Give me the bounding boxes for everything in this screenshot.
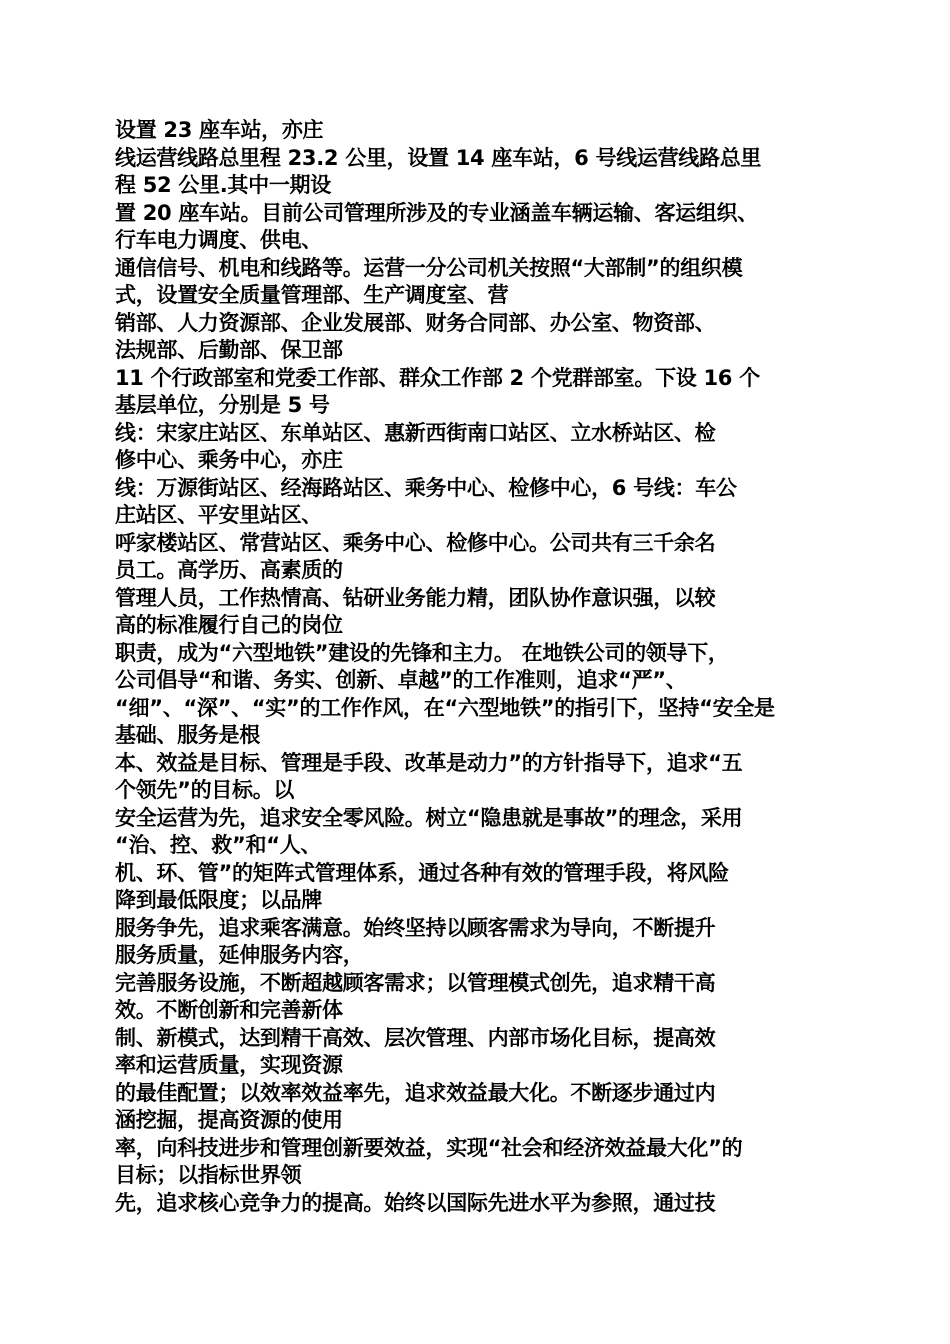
text-line: 完善服务设施，不断超越顾客需求；以管理模式创先，追求精干高 [115, 970, 716, 995]
text-line: 职责，成为“六型地铁”建设的先锋和主力。 在地铁公司的领导下， [115, 640, 729, 665]
text-line: 行车电力调度、供电、 [115, 228, 322, 252]
text-line: 安全运营为先，追求安全零风险。树立“隐患就是事故”的理念，采用 [115, 805, 743, 830]
text-line: 管理人员，工作热情高、钻研业务能力精，团队协作意识强，以较 [115, 585, 716, 610]
text-line: 率，向科技进步和管理创新要效益，实现“社会和经济效益最大化”的 [115, 1135, 743, 1160]
body-text [115, 117, 835, 1217]
text-line: 程 52 公里.其中一期设 [115, 173, 331, 197]
text-line: 11 个行政部室和党委工作部、群众工作部 2 个党群部室。下设 16 个 [115, 365, 760, 390]
text-line: 机、环、管”的矩阵式管理体系，通过各种有效的管理手段，将风险 [115, 860, 729, 885]
text-line: 员工。高学历、高素质的 [115, 558, 343, 582]
text-line: 修中心、乘务中心，亦庄 [115, 448, 343, 472]
text-line: 效。不断创新和完善新体 [115, 998, 343, 1022]
text-line: 率和运营质量，实现资源 [115, 1053, 343, 1077]
text-line: 线：万源街站区、经海路站区、乘务中心、检修中心，6 号线：车公 [115, 475, 737, 500]
text-line: 基层单位，分别是 5 号 [115, 393, 330, 417]
text-line: 目标；以指标世界领 [115, 1163, 302, 1187]
text-line: 式，设置安全质量管理部、生产调度室、营 [115, 283, 509, 307]
text-line: 降到最低限度；以品牌 [115, 888, 322, 912]
text-line: 制、新模式，达到精干高效、层次管理、内部市场化目标，提高效 [115, 1025, 716, 1050]
text-line: 基础、服务是根 [115, 723, 260, 747]
text-line: 涵挖掘，提高资源的使用 [115, 1108, 343, 1132]
text-line: 个领先”的目标。以 [115, 778, 295, 802]
text-line: “细”、“深”、“实”的工作作风，在“六型地铁”的指引下，坚持“安全是 [115, 695, 775, 720]
text-line: 本、效益是目标、管理是手段、改革是动力”的方针指导下，追求“五 [115, 750, 743, 775]
text-line: 置 20 座车站。目前公司管理所涉及的专业涵盖车辆运输、客运组织、 [115, 200, 758, 225]
text-line: 销部、人力资源部、企业发展部、财务合同部、办公室、物资部、 [115, 310, 716, 335]
text-line: 公司倡导“和谐、务实、创新、卓越”的工作准则，追求“严”、 [115, 668, 687, 692]
text-line: 线：宋家庄站区、东单站区、惠新西街南口站区、立水桥站区、检 [115, 420, 716, 445]
text-line: 的最佳配置；以效率效益率先，追求效益最大化。不断逐步通过内 [115, 1080, 716, 1105]
text-line: 庄站区、平安里站区、 [115, 503, 322, 527]
text-line: “治、控、救”和“人、 [115, 833, 322, 857]
text-line: 服务争先，追求乘客满意。始终坚持以顾客需求为导向，不断提升 [115, 915, 716, 940]
text-line: 高的标准履行自己的岗位 [115, 613, 343, 637]
text-line: 法规部、后勤部、保卫部 [115, 338, 343, 362]
text-line: 先，追求核心竞争力的提高。始终以国际先进水平为参照，通过技 [115, 1190, 716, 1215]
text-line: 设置 23 座车站，亦庄 [115, 118, 324, 142]
text-line: 服务质量，延伸服务内容， [115, 943, 364, 967]
text-line: 线运营线路总里程 23.2 公里，设置 14 座车站，6 号线运营线路总里 [115, 145, 762, 170]
text-line: 通信信号、机电和线路等。运营一分公司机关按照“大部制”的组织模 [115, 255, 743, 280]
text-line: 呼家楼站区、常营站区、乘务中心、检修中心。公司共有三千余名 [115, 530, 716, 555]
